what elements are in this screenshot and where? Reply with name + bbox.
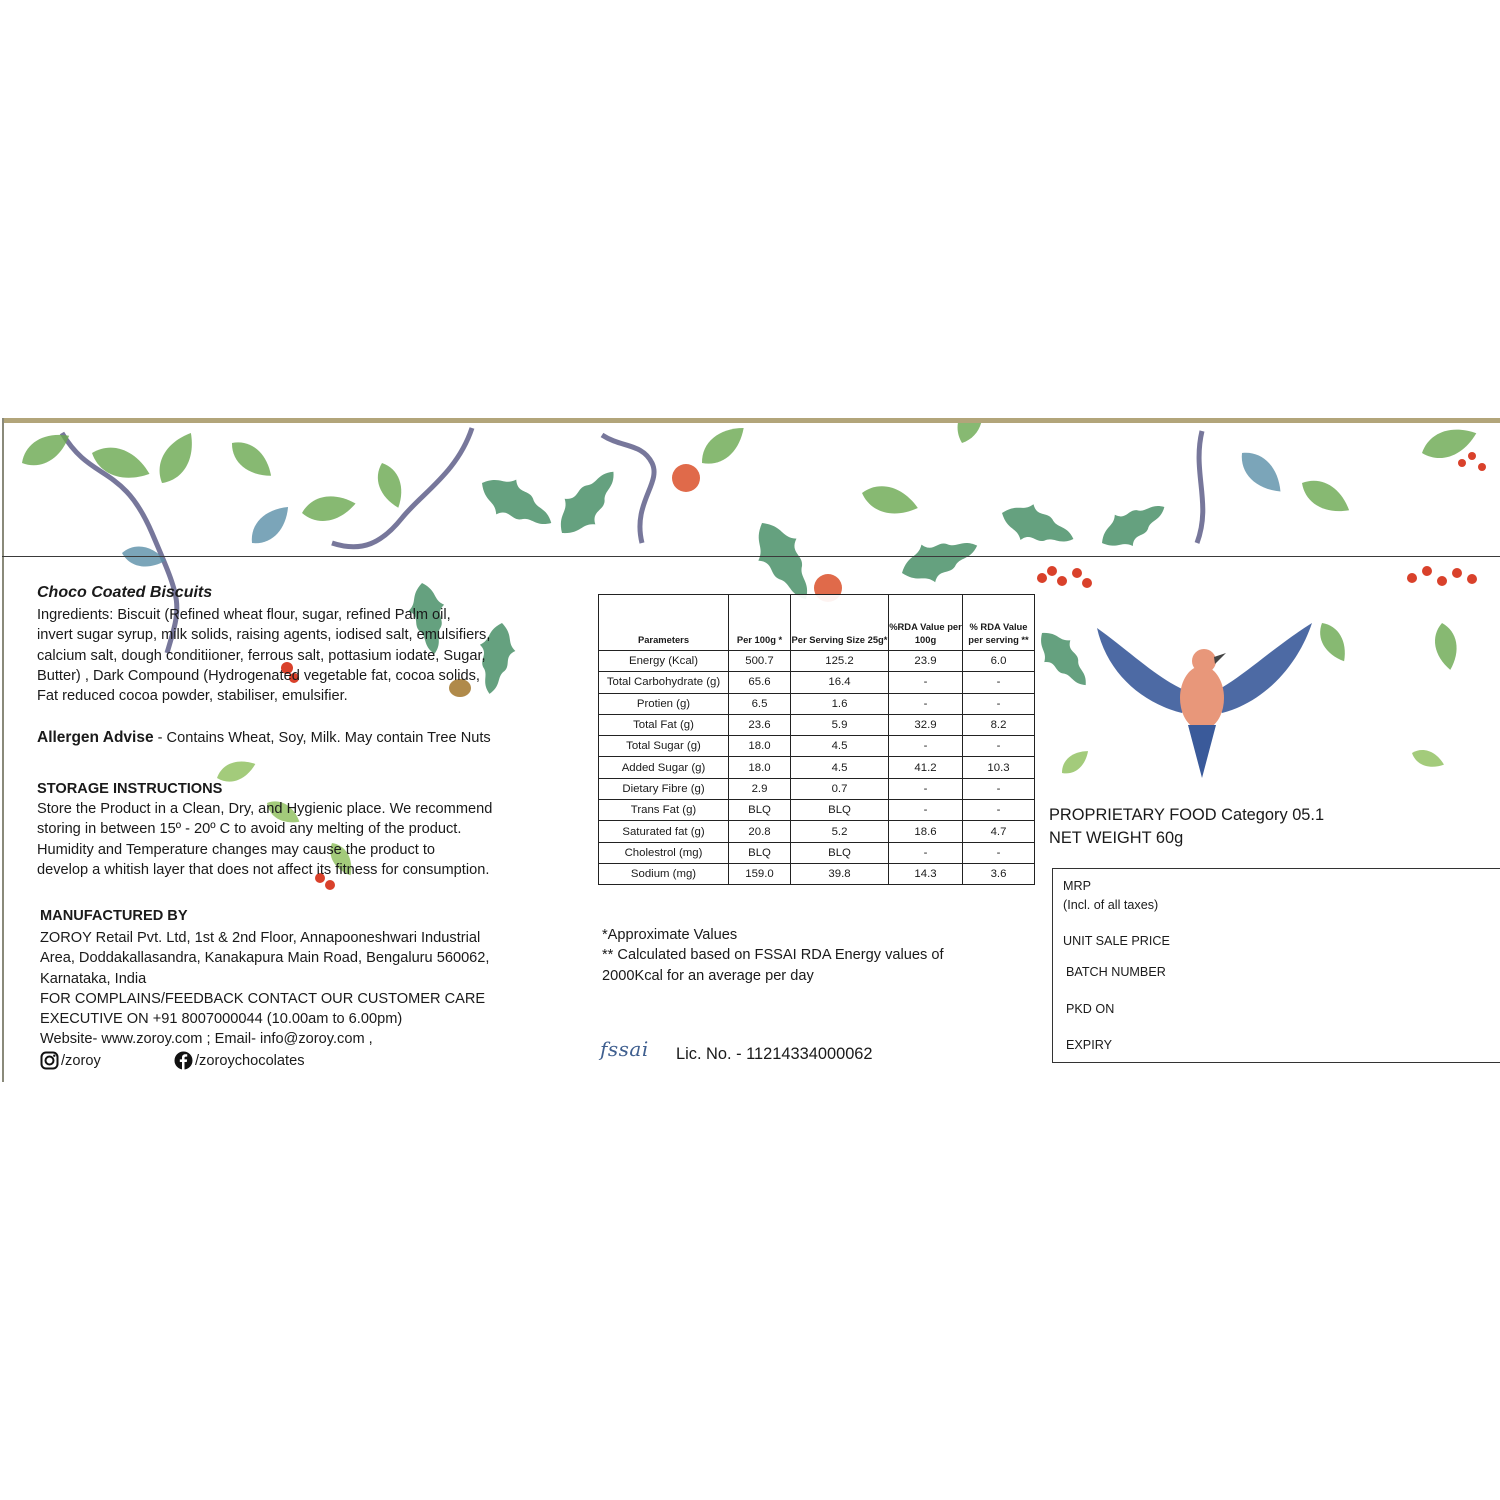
header-per-serving: Per Serving Size 25g* bbox=[791, 595, 889, 651]
rda-100g-cell: - bbox=[889, 778, 963, 799]
parameter-cell: Protien (g) bbox=[599, 693, 729, 714]
rda-100g-cell: 18.6 bbox=[889, 821, 963, 842]
table-row bbox=[599, 863, 1035, 884]
rda-100g-cell: - bbox=[889, 842, 963, 863]
mrp-label: MRP bbox=[1063, 879, 1091, 893]
parameter-cell: Total Fat (g) bbox=[599, 714, 729, 735]
per-serving-cell: 0.7 bbox=[791, 778, 889, 799]
nutrition-body bbox=[599, 651, 1035, 885]
rda-serving-cell: - bbox=[963, 800, 1035, 821]
table-row bbox=[599, 757, 1035, 778]
per-serving-cell: 4.5 bbox=[791, 757, 889, 778]
table-row bbox=[599, 714, 1035, 735]
rda-serving-cell: - bbox=[963, 693, 1035, 714]
per-100g-cell: 23.6 bbox=[729, 714, 791, 735]
pkd-on-label: PKD ON bbox=[1066, 1002, 1115, 1016]
rda-100g-cell: 32.9 bbox=[889, 714, 963, 735]
rda-serving-cell: 10.3 bbox=[963, 757, 1035, 778]
expiry-label: EXPIRY bbox=[1066, 1038, 1112, 1052]
bird bbox=[1097, 623, 1312, 778]
per-serving-cell: 39.8 bbox=[791, 863, 889, 884]
facebook-icon bbox=[174, 1051, 193, 1070]
parameter-cell: Total Carbohydrate (g) bbox=[599, 672, 729, 693]
rda-100g-cell: - bbox=[889, 672, 963, 693]
rda-serving-cell: - bbox=[963, 778, 1035, 799]
product-title: Choco Coated Biscuits bbox=[37, 584, 213, 601]
per-serving-cell: 1.6 bbox=[791, 693, 889, 714]
table-row bbox=[599, 651, 1035, 672]
fssai-logo-text: fssai bbox=[600, 1037, 649, 1061]
product-label bbox=[2, 418, 1500, 1082]
per-100g-cell: 65.6 bbox=[729, 672, 791, 693]
nutrition-header-row bbox=[599, 595, 1035, 651]
manufacturer-heading: MANUFACTURED BY bbox=[40, 908, 188, 924]
per-100g-cell: 18.0 bbox=[729, 736, 791, 757]
allergen-label: Allergen Advise bbox=[37, 729, 154, 746]
per-100g-cell: 6.5 bbox=[729, 693, 791, 714]
per-serving-cell: 125.2 bbox=[791, 651, 889, 672]
per-100g-cell: 500.7 bbox=[729, 651, 791, 672]
storage-text: Store the Product in a Clean, Dry, and Hygienic place. We recommend storing in between 15º - 20º C to avoid any melting of the product. Humidity and Temperature changes may cause the product to develop a whitish layer that does not affect its fitness for consumption. bbox=[37, 801, 493, 878]
rda-serving-cell: - bbox=[963, 736, 1035, 757]
per-serving-cell: BLQ bbox=[791, 800, 889, 821]
unit-sale-price-label: UNIT SALE PRICE bbox=[1063, 934, 1170, 948]
rda-100g-cell: - bbox=[889, 736, 963, 757]
table-row bbox=[599, 693, 1035, 714]
storage-heading: STORAGE INSTRUCTIONS bbox=[37, 781, 223, 797]
table-row bbox=[599, 672, 1035, 693]
table-row bbox=[599, 736, 1035, 757]
allergen-advice bbox=[37, 728, 491, 748]
rda-serving-cell: - bbox=[963, 672, 1035, 693]
facebook-text: /zoroychocolates bbox=[195, 1052, 305, 1069]
per-100g-cell: 159.0 bbox=[729, 863, 791, 884]
ingredients-text: Ingredients: Biscuit (Refined wheat flour, sugar, refined Palm oil, invert sugar syrup, milk solids, raising agents, iodised salt, emulsifiers, calcium salt, dough conditiioner, ferrous salt, pottasium iodate, Sugar, Butter) , Dark Compound (Hydrogenated vegetable fat, cocoa solids, Fat reduced cocoa powder, stabiliser, emulsifier. bbox=[37, 607, 491, 705]
instagram-handle bbox=[40, 1051, 101, 1070]
per-100g-cell: BLQ bbox=[729, 800, 791, 821]
fssai-logo bbox=[600, 1037, 649, 1061]
per-serving-cell: 5.9 bbox=[791, 714, 889, 735]
parameter-cell: Saturated fat (g) bbox=[599, 821, 729, 842]
per-serving-cell: 5.2 bbox=[791, 821, 889, 842]
nutrition-table bbox=[598, 594, 1035, 885]
parameter-cell: Sodium (mg) bbox=[599, 863, 729, 884]
parameter-cell: Cholestrol (mg) bbox=[599, 842, 729, 863]
rda-serving-cell: 6.0 bbox=[963, 651, 1035, 672]
license-number: Lic. No. - 11214334000062 bbox=[676, 1045, 873, 1063]
table-row bbox=[599, 842, 1035, 863]
parameter-cell: Added Sugar (g) bbox=[599, 757, 729, 778]
rda-100g-cell: 41.2 bbox=[889, 757, 963, 778]
header-rda-100g: %RDA Value per 100g bbox=[889, 595, 963, 651]
header-per-100g: Per 100g * bbox=[729, 595, 791, 651]
price-batch-box bbox=[1052, 868, 1500, 1063]
rda-serving-cell: 8.2 bbox=[963, 714, 1035, 735]
per-100g-cell: BLQ bbox=[729, 842, 791, 863]
per-serving-cell: 16.4 bbox=[791, 672, 889, 693]
per-100g-cell: 18.0 bbox=[729, 757, 791, 778]
rda-serving-cell: 4.7 bbox=[963, 821, 1035, 842]
parameter-cell: Total Sugar (g) bbox=[599, 736, 729, 757]
mrp-note: (Incl. of all taxes) bbox=[1063, 898, 1159, 912]
allergen-text: - Contains Wheat, Soy, Milk. May contain Tree Nuts bbox=[153, 730, 491, 746]
rda-serving-cell: 3.6 bbox=[963, 863, 1035, 884]
manufacturer-text: ZOROY Retail Pvt. Ltd, 1st & 2nd Floor, Annapooneshwari Industrial Area, Doddakallasandra, Kanakapura Main Road, Bengaluru 560062, Karnataka, India FOR COMPLAINS/FEEDBACK CONTACT OUR CUSTOMER CARE EXECUTIVE ON +91 8007000044 (10.00am to 6.00pm) Website- www.zoroy.com ; Email- info@zoroy.com , bbox=[40, 930, 490, 1048]
rda-100g-cell: - bbox=[889, 693, 963, 714]
instagram-text: /zoroy bbox=[61, 1052, 101, 1069]
instagram-icon bbox=[40, 1051, 59, 1070]
table-row bbox=[599, 778, 1035, 799]
per-serving-cell: BLQ bbox=[791, 842, 889, 863]
header-rda-serving: % RDA Value per serving ** bbox=[963, 595, 1035, 651]
header-divider-line bbox=[2, 556, 1500, 557]
per-100g-cell: 2.9 bbox=[729, 778, 791, 799]
parameter-cell: Dietary Fibre (g) bbox=[599, 778, 729, 799]
parameter-cell: Energy (Kcal) bbox=[599, 651, 729, 672]
nutrition-notes: *Approximate Values ** Calculated based on FSSAI RDA Energy values of 2000Kcal for an average per day bbox=[602, 927, 944, 984]
table-row bbox=[599, 800, 1035, 821]
batch-number-label: BATCH NUMBER bbox=[1066, 965, 1166, 979]
header-parameters: Parameters bbox=[599, 595, 729, 651]
table-row bbox=[599, 821, 1035, 842]
rda-serving-cell: - bbox=[963, 842, 1035, 863]
per-100g-cell: 20.8 bbox=[729, 821, 791, 842]
per-serving-cell: 4.5 bbox=[791, 736, 889, 757]
rda-100g-cell: 23.9 bbox=[889, 651, 963, 672]
facebook-handle bbox=[174, 1051, 305, 1070]
rda-100g-cell: 14.3 bbox=[889, 863, 963, 884]
rda-100g-cell: - bbox=[889, 800, 963, 821]
parameter-cell: Trans Fat (g) bbox=[599, 800, 729, 821]
category-net-weight: PROPRIETARY FOOD Category 05.1 NET WEIGHT 60g bbox=[1049, 806, 1325, 847]
